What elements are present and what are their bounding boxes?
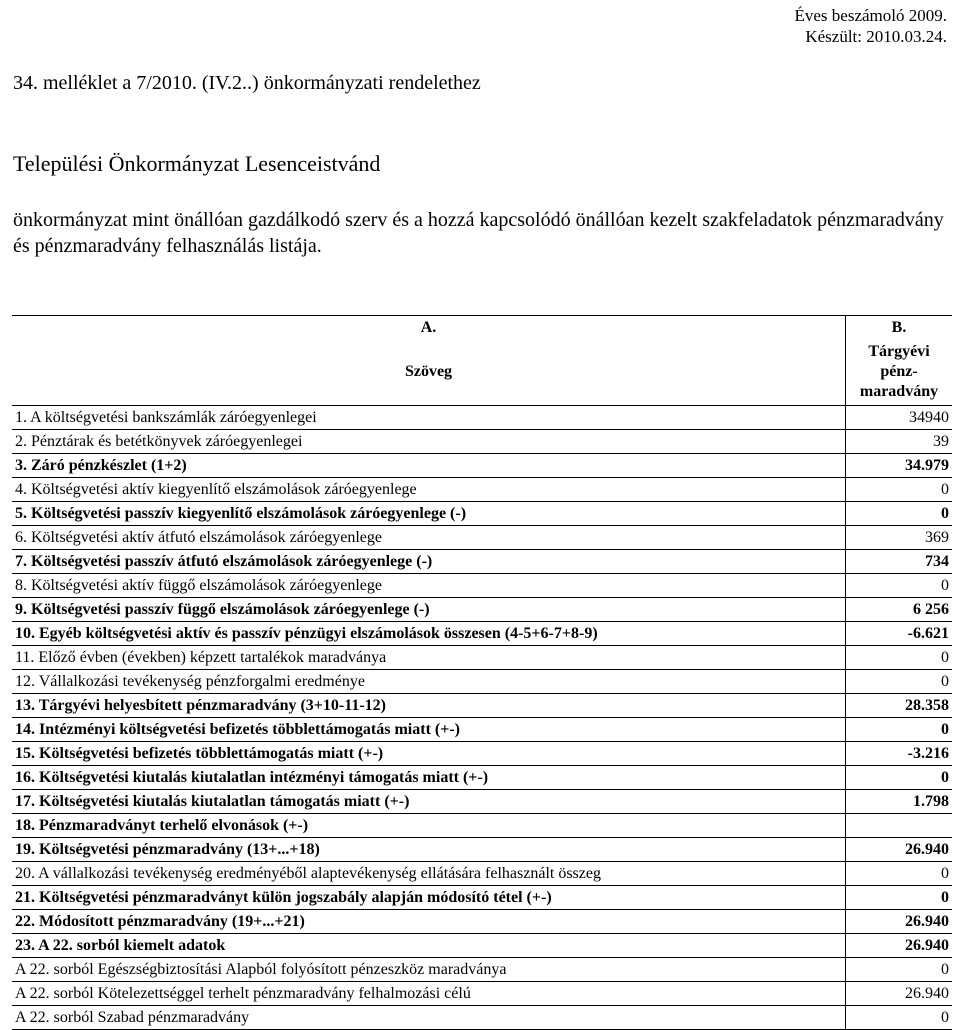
column-titles-row (12, 339, 952, 406)
row-label: 17. Költségvetési kiutalás kiutalatlan támogatás miatt (+-) (12, 790, 846, 814)
table-row (12, 838, 952, 862)
organization-name: Települési Önkormányzat Lesenceistvánd (13, 151, 381, 176)
row-label: 11. Előző évben (években) képzett tartalékok maradványa (12, 646, 846, 670)
table-row (12, 862, 952, 886)
row-value: 734 (846, 550, 953, 574)
row-value: 0 (846, 670, 953, 694)
table-row (12, 622, 952, 646)
report-header (795, 5, 948, 47)
table-row (12, 526, 952, 550)
row-value: 0 (846, 502, 953, 526)
row-label: 4. Költségvetési aktív kiegyenlítő elszámolások záróegyenlege (12, 478, 846, 502)
row-value: 0 (846, 718, 953, 742)
row-value: 0 (846, 886, 953, 910)
column-b-letter: B. (846, 316, 953, 340)
surplus-table (12, 315, 952, 1030)
report-title: Éves beszámoló 2009. (794, 6, 947, 25)
column-b-title-line-3: maradvány (859, 383, 939, 400)
table-row (12, 454, 952, 478)
row-label: 8. Költségvetési aktív függő elszámolások záróegyenlege (12, 574, 846, 598)
table-row (12, 982, 952, 1006)
row-label: 12. Vállalkozási tevékenység pénzforgalmi eredménye (12, 670, 846, 694)
row-label: 9. Költségvetési passzív függő elszámolások záróegyenlege (-) (12, 598, 846, 622)
column-a-letter: A. (12, 316, 846, 340)
row-label: 13. Tárgyévi helyesbített pénzmaradvány (3+10-11-12) (12, 694, 846, 718)
row-label: 14. Intézményi költségvetési befizetés többlettámogatás miatt (+-) (12, 718, 846, 742)
row-label: 20. A vállalkozási tevékenység eredményéből alaptevékenység ellátására felhasznált összeg (12, 862, 846, 886)
row-value: 34940 (846, 406, 953, 430)
table-row (12, 574, 952, 598)
row-value: 0 (846, 574, 953, 598)
row-value: 0 (846, 862, 953, 886)
row-value: 6 256 (846, 598, 953, 622)
row-label: A 22. sorból Egészségbiztosítási Alapból folyósított pénzeszköz maradványa (12, 958, 846, 982)
row-label: 1. A költségvetési bankszámlák záróegyenlegei (12, 406, 846, 430)
row-value: -6.621 (846, 622, 953, 646)
row-value: 26.940 (846, 982, 953, 1006)
row-value: 26.940 (846, 910, 953, 934)
column-b-title (846, 339, 953, 406)
row-label: 7. Költségvetési passzív átfutó elszámolások záróegyenlege (-) (12, 550, 846, 574)
row-value (846, 814, 953, 838)
row-label: 6. Költségvetési aktív átfutó elszámolások záróegyenlege (12, 526, 846, 550)
table-row (12, 886, 952, 910)
row-label: 23. A 22. sorból kiemelt adatok (12, 934, 846, 958)
row-value: 0 (846, 958, 953, 982)
row-value: 0 (846, 766, 953, 790)
row-value: 39 (846, 430, 953, 454)
table-row (12, 934, 952, 958)
table-row (12, 766, 952, 790)
table-row (12, 670, 952, 694)
column-a-title: Szöveg (12, 339, 846, 406)
row-value: 369 (846, 526, 953, 550)
row-value: 26.940 (846, 934, 953, 958)
table-row (12, 814, 952, 838)
row-label: 22. Módosított pénzmaradvány (19+...+21) (12, 910, 846, 934)
table-row (12, 598, 952, 622)
table-row (12, 790, 952, 814)
table-row (12, 430, 952, 454)
table-row (12, 694, 952, 718)
table-row (12, 478, 952, 502)
row-label: A 22. sorból Kötelezettséggel terhelt pénzmaradvány felhalmozási célú (12, 982, 846, 1006)
row-value: -3.216 (846, 742, 953, 766)
table-row (12, 742, 952, 766)
row-label: 19. Költségvetési pénzmaradvány (13+...+18) (12, 838, 846, 862)
row-value: 0 (846, 1006, 953, 1030)
row-label: 2. Pénztárak és betétkönyvek záróegyenlegei (12, 430, 846, 454)
row-value: 0 (846, 478, 953, 502)
table-row (12, 502, 952, 526)
row-label: 5. Költségvetési passzív kiegyenlítő elszámolások záróegyenlege (-) (12, 502, 846, 526)
row-value: 26.940 (846, 838, 953, 862)
row-value: 34.979 (846, 454, 953, 478)
prepared-date: Készült: 2010.03.24. (805, 27, 947, 46)
table-row (12, 718, 952, 742)
column-letters-row (12, 316, 952, 340)
column-b-title-line-2: pénz- (880, 363, 918, 380)
row-value: 28.358 (846, 694, 953, 718)
row-label: A 22. sorból Szabad pénzmaradvány (12, 1006, 846, 1030)
row-value: 0 (846, 646, 953, 670)
document-description: önkormányzat mint önállóan gazdálkodó szerv és a hozzá kapcsolódó önállóan kezelt szakfeladatok pénzmaradvány és pénzmaradvány felhasználás listája. (13, 209, 944, 257)
row-label: 16. Költségvetési kiutalás kiutalatlan intézményi támogatás miatt (+-) (12, 766, 846, 790)
row-value: 1.798 (846, 790, 953, 814)
table-row (12, 958, 952, 982)
table-row (12, 406, 952, 430)
row-label: 21. Költségvetési pénzmaradványt külön jogszabály alapján módosító tétel (+-) (12, 886, 846, 910)
table-row (12, 910, 952, 934)
row-label: 15. Költségvetési befizetés többlettámogatás miatt (+-) (12, 742, 846, 766)
table-row (12, 550, 952, 574)
table-row (12, 646, 952, 670)
row-label: 18. Pénzmaradványt terhelő elvonások (+-) (12, 814, 846, 838)
row-label: 10. Egyéb költségvetési aktív és passzív pénzügyi elszámolások összesen (4-5+6-7+8-9) (12, 622, 846, 646)
annex-reference: 34. melléklet a 7/2010. (IV.2..) önkormányzati rendelethez (13, 72, 481, 94)
table-row (12, 1006, 952, 1030)
table-body (12, 406, 952, 1030)
row-label: 3. Záró pénzkészlet (1+2) (12, 454, 846, 478)
column-b-title-line-1: Tárgyévi (868, 343, 930, 360)
